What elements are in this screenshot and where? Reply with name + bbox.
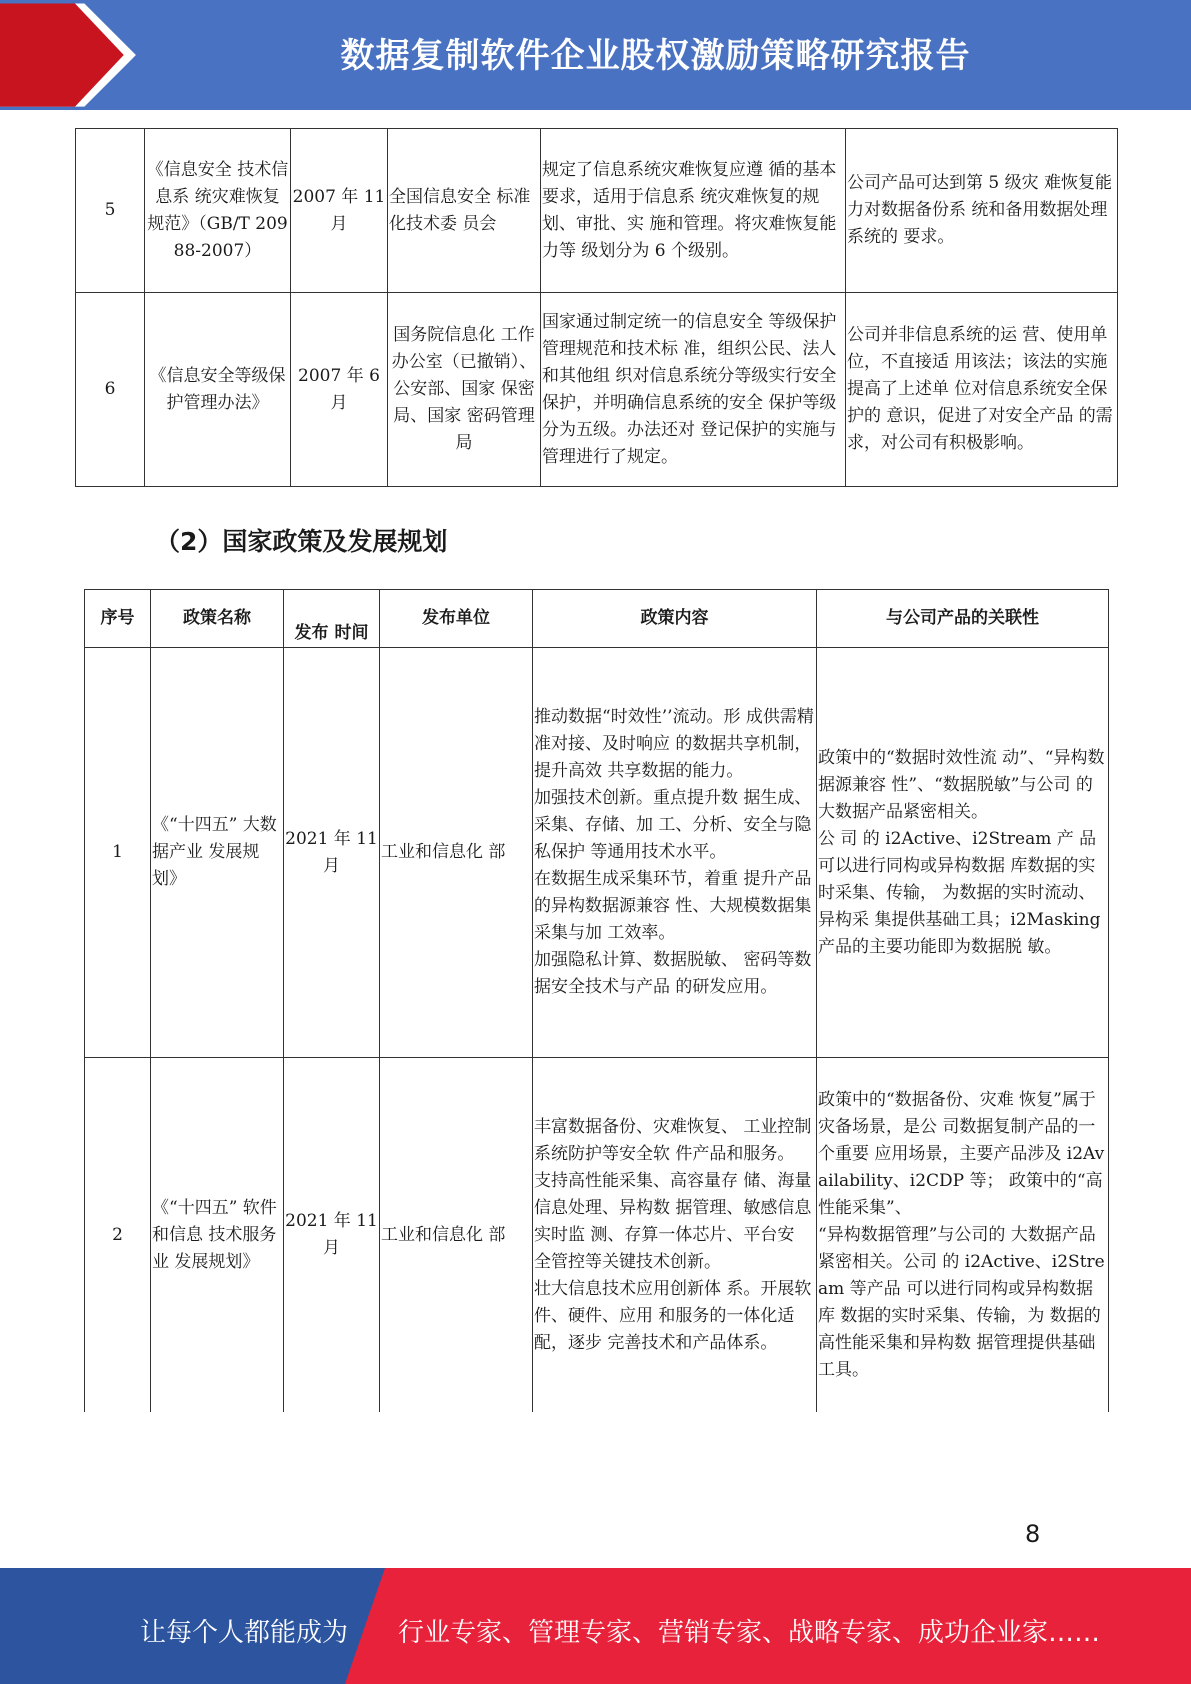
issue-date: 2007 年 11 月 bbox=[291, 129, 388, 293]
regulation-table bbox=[75, 128, 1118, 487]
issue-date: 2007 年 6 月 bbox=[291, 293, 388, 487]
column-header: 政策内容 bbox=[533, 590, 817, 648]
issuer: 工业和信息化 部 bbox=[380, 1058, 533, 1413]
content: 国家通过制定统一的信息安全 等级保护管理规范和技术标 准，组织公民、法人和其他组 织对信息系统分等级实行安全 保护，并明确信息系统的安全 保护等级分为五级。办法还对 登记保护的实施与管理进行了规定。 bbox=[541, 293, 846, 487]
issue-date: 2021 年 11 月 bbox=[284, 648, 380, 1058]
issuer: 国务院信息化 工作办公室（已撤销）、 公安部、国家 保密局、国家 密码管理局 bbox=[388, 293, 541, 487]
report-title: 数据复制软件企业股权激励策略研究报告 bbox=[340, 36, 971, 76]
column-header: 政策名称 bbox=[151, 590, 284, 648]
regulation-name: 《信息安全等级保护管理办法》 bbox=[145, 293, 291, 487]
policy-table bbox=[84, 589, 1109, 1413]
issuer: 工业和信息化 部 bbox=[380, 648, 533, 1058]
table-row bbox=[76, 129, 1118, 293]
relevance: 政策中的“数据时效性流 动”、“异构数据源兼容 性”、“数据脱敏”与公司 的大数据产品紧密相关。 公 司 的 i2Active、i2Stream 产 品可以进行同构或异构数据 库数据的实时采集、传输， 为数据的实时流动、异构采 集提供基础工具；i2Masking 产品的主要功能即为数据脱 敏。 bbox=[817, 648, 1109, 1058]
table-cut-edge bbox=[84, 1412, 1114, 1414]
issuer: 全国信息安全 标准化技术委 员会 bbox=[388, 129, 541, 293]
column-header: 序号 bbox=[85, 590, 151, 648]
footer-slogan-left: 让每个人都能成为 bbox=[140, 1618, 349, 1648]
header-banner bbox=[0, 0, 1191, 110]
policy-name: 《“十四五” 大数据产业 发展规划》 bbox=[151, 648, 284, 1058]
page-number: 8 bbox=[1025, 1520, 1041, 1548]
issue-date: 2021 年 11 月 bbox=[284, 1058, 380, 1413]
row-number: 2 bbox=[85, 1058, 151, 1413]
row-number: 1 bbox=[85, 648, 151, 1058]
content: 推动数据“时效性’’流动。形 成供需精准对接、及时响应 的数据共享机制，提升高效 共享数据的能力。 加强技术创新。重点提升数 据生成、采集、存储、加 工、分析、安全与隐私保护 等通用技术水平。 在数据生成采集环节，着重 提升产品的异构数据源兼容 性、大规模数据集采集与加 工效率。 加强隐私计算、数据脱敏、 密码等数据安全技术与产品 的研发应用。 bbox=[533, 648, 817, 1058]
footer-slogan-right: 行业专家、管理专家、营销专家、战略专家、成功企业家…… bbox=[398, 1618, 1101, 1648]
row-number: 6 bbox=[76, 293, 145, 487]
content: 丰富数据备份、灾难恢复、 工业控制系统防护等安全软 件产品和服务。 支持高性能采集、高容量存 储、海量信息处理、异构数 据管理、敏感信息实时监 测、存算一体芯片、平台安 全管控等关键技术创新。 壮大信息技术应用创新体 系。开展软件、硬件、应用 和服务的一体化适配，逐步 完善技术和产品体系。 bbox=[533, 1058, 817, 1413]
policy-name: 《“十四五” 软件和信息 技术服务业 发展规划》 bbox=[151, 1058, 284, 1413]
table-header-row bbox=[85, 590, 1109, 648]
section-heading: （2）国家政策及发展规划 bbox=[155, 527, 448, 556]
regulation-name: 《信息安全 技术信息系 统灾难恢复 规范》（GB/T 20988-2007） bbox=[145, 129, 291, 293]
relevance: 公司并非信息系统的运 营、使用单位，不直接适 用该法；该法的实施提高了上述单 位对信息系统安全保护的 意识，促进了对安全产品 的需求，对公司有积极影响。 bbox=[846, 293, 1118, 487]
row-number: 5 bbox=[76, 129, 145, 293]
column-header: 发布 时间 bbox=[284, 590, 380, 648]
relevance: 政策中的“数据备份、灾难 恢复”属于灾备场景，是公 司数据复制产品的一个重要 应用场景，主要产品涉及 i2Availability、i2CDP 等； 政策中的“高性能采集”、 “异构数据管理”与公司的 大数据产品紧密相关。公司 的 i2Active、i2Stream 等产品 可以进行同构或异构数据库 数据的实时采集、传输，为 数据的高性能采集和异构数 据管理提供基础工具。 bbox=[817, 1058, 1109, 1413]
table-row bbox=[76, 293, 1118, 487]
column-header: 与公司产品的关联性 bbox=[817, 590, 1109, 648]
table-row bbox=[85, 1058, 1109, 1413]
table-row bbox=[85, 648, 1109, 1058]
content: 规定了信息系统灾难恢复应遵 循的基本要求，适用于信息系 统灾难恢复的规划、审批、实 施和管理。将灾难恢复能力等 级划分为 6 个级别。 bbox=[541, 129, 846, 293]
footer-banner bbox=[0, 1568, 1191, 1684]
column-header: 发布单位 bbox=[380, 590, 533, 648]
header-arrow-decoration bbox=[0, 0, 150, 110]
relevance: 公司产品可达到第 5 级灾 难恢复能力对数据备份系 统和备用数据处理系统的 要求。 bbox=[846, 129, 1118, 293]
